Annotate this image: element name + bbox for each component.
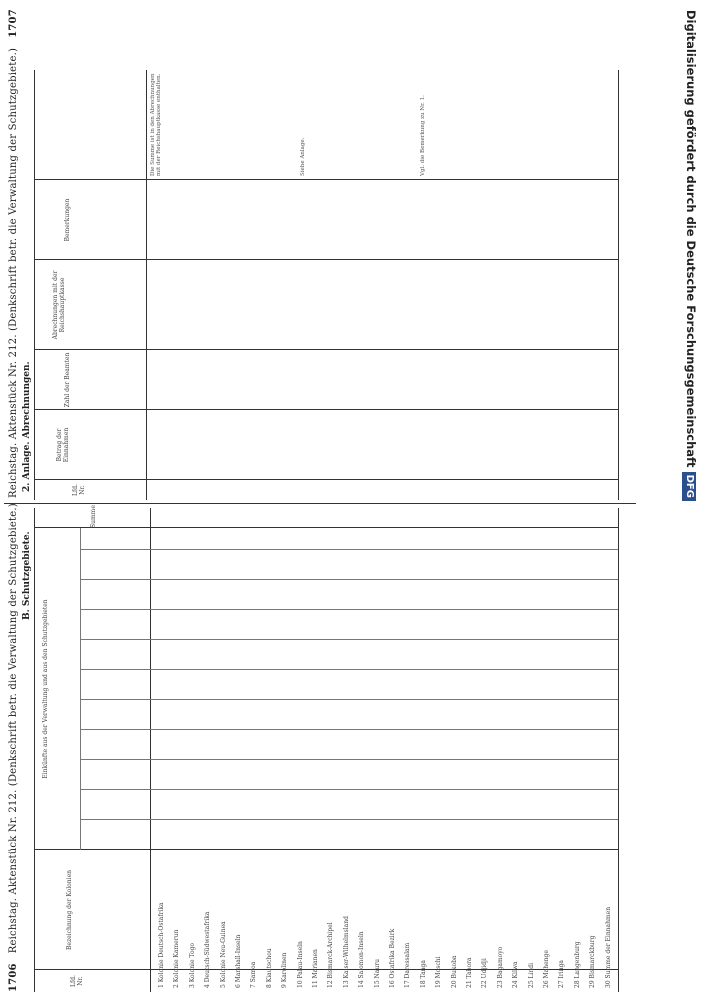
table-row-label: 10 Palau-Inseln bbox=[296, 941, 304, 988]
dfg-credit-strip bbox=[683, 10, 699, 990]
right-remark: Vgl. die Bemerkung zu Nr. 1. bbox=[420, 95, 426, 176]
table-row-label: 29 Bismarckburg bbox=[589, 935, 597, 988]
table-row-label: 9 Karolinen bbox=[281, 952, 289, 988]
table-row-label: 5 Kolonie Neu-Guinea bbox=[219, 921, 227, 988]
left-section-title: B. Schutzgebiete. bbox=[22, 531, 32, 620]
table-row-label: 18 Tanga bbox=[419, 960, 427, 988]
right-col-rule bbox=[34, 179, 618, 180]
page-divider bbox=[4, 503, 636, 504]
table-row-label: 4 Deutsch-Südwestafrika bbox=[204, 911, 212, 988]
left-header-kolonien: Bezeichnung der Kolonien bbox=[66, 870, 73, 950]
table-row-label: 22 Udjidji bbox=[481, 958, 489, 988]
dfg-credit-label: Digitalisierung gefördert durch die Deutsche Forschungsgemeinschaft bbox=[684, 10, 698, 468]
right-header-abrechnungen: Abrechnungen mit der Reichshauptkasse bbox=[52, 270, 66, 340]
table-row-label: 15 Nauru bbox=[373, 959, 381, 988]
table-row-label: 2 Kolonie Kamerun bbox=[173, 929, 181, 988]
table-row-label: 7 Samoa bbox=[250, 961, 258, 988]
left-page-number: 1706 bbox=[8, 963, 19, 992]
table-row-label: 24 Kilwa bbox=[512, 961, 520, 988]
left-col-rule bbox=[80, 549, 618, 550]
left-col-rule bbox=[80, 759, 618, 760]
table-row-label: 6 Marshall-Inseln bbox=[235, 934, 242, 988]
right-remark: Siehe Anlage. bbox=[300, 137, 306, 176]
left-col-rule bbox=[80, 639, 618, 640]
left-page-header bbox=[8, 503, 19, 992]
left-col-rule bbox=[80, 819, 618, 820]
right-page-title: Reichstag. Aktenstück Nr. 212. (Denkschrift betr. die Verwaltung der Schutzgebiete.) bbox=[8, 47, 19, 498]
dfg-logo: DFG bbox=[682, 472, 696, 501]
table-row-label: 20 Bukoba bbox=[450, 955, 458, 988]
right-col-rule bbox=[34, 259, 618, 260]
left-col-rule bbox=[34, 849, 618, 850]
table-row-label: 12 Bismarck-Archipel bbox=[327, 922, 335, 988]
table-row-label: 21 Tabora bbox=[466, 957, 473, 988]
right-table-header-rule bbox=[146, 70, 147, 500]
table-row-label: 14 Salomon-Inseln bbox=[358, 931, 366, 988]
table-row-label: 30 Summe der Einnahmen bbox=[604, 906, 612, 988]
right-remark: Die Summe ist in den Abrechnungen mit der Reichshauptkasse enthalten. bbox=[150, 73, 162, 176]
table-row-label: 26 Mahenge bbox=[543, 950, 550, 988]
left-col-rule bbox=[34, 527, 618, 528]
left-header-lfd: Lfd. Nr. bbox=[70, 975, 84, 987]
left-header-summe: Summe bbox=[90, 505, 97, 528]
right-col-rule bbox=[34, 409, 618, 410]
right-table-bottom-rule bbox=[618, 70, 619, 500]
table-row-label: 11 Marianen bbox=[312, 949, 319, 988]
table-row-label: 13 Kaiser-Wilhelmsland bbox=[342, 916, 350, 988]
left-col-rule bbox=[80, 729, 618, 730]
table-row-label: 3 Kolonie Togo bbox=[188, 942, 196, 988]
table-row-label: 16 Ostafrika Bezirk bbox=[389, 928, 396, 988]
left-table-bottom-rule bbox=[618, 508, 619, 992]
table-row-label: 17 Daressalam bbox=[404, 942, 412, 988]
right-section-title: 2. Anlage. Abrechnungen. bbox=[22, 361, 32, 492]
left-subheader-rule bbox=[80, 528, 81, 850]
left-header-einkuenfte: Einkünfte aus der Verwaltung und aus den Schutzgebieten bbox=[42, 599, 49, 779]
right-page-header bbox=[8, 9, 19, 498]
right-col-rule bbox=[34, 349, 618, 350]
table-row-label: 1 Kolonie Deutsch-Ostafrika bbox=[158, 902, 165, 988]
table-row-label: 19 Moschi bbox=[435, 956, 443, 988]
left-table-header-rule bbox=[150, 508, 151, 992]
left-table-top-rule bbox=[34, 508, 35, 992]
right-header-betrag: Betrag der Einnahmen bbox=[56, 427, 70, 463]
left-page-title: Reichstag. Aktenstück Nr. 212. (Denkschrift betr. die Verwaltung der Schutzgebiete.) bbox=[8, 503, 19, 954]
left-col-rule bbox=[80, 699, 618, 700]
table-row-label: 8 Kiautschou bbox=[265, 948, 273, 988]
left-col-rule bbox=[80, 579, 618, 580]
right-header-bemerkungen: Bemerkungen bbox=[64, 198, 71, 242]
table-row-label: 28 Langenburg bbox=[573, 941, 581, 988]
right-col-rule bbox=[34, 479, 618, 480]
table-row-label: 23 Bagamoyo bbox=[496, 946, 504, 988]
dfg-credit-text bbox=[683, 10, 699, 990]
table-row-label: 27 Iringa bbox=[558, 960, 566, 988]
right-table-top-rule bbox=[34, 70, 35, 500]
right-header-lfd: Lfd. Nr. bbox=[72, 484, 86, 496]
left-col-rule bbox=[80, 789, 618, 790]
left-col-rule bbox=[80, 609, 618, 610]
right-header-beamten: Zahl der Beamten bbox=[64, 352, 71, 408]
table-row-label: 25 Lindi bbox=[527, 962, 535, 988]
left-col-rule bbox=[80, 669, 618, 670]
right-page-number: 1707 bbox=[8, 9, 19, 38]
